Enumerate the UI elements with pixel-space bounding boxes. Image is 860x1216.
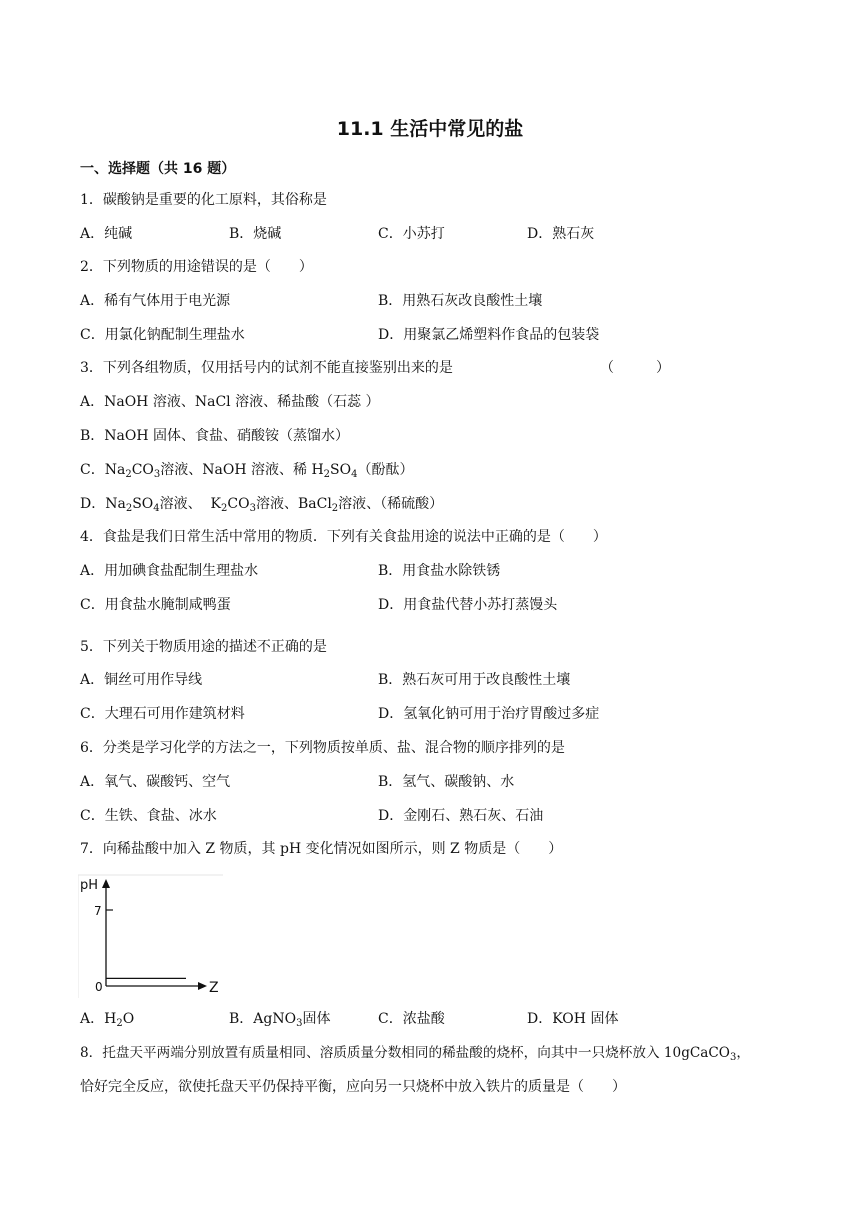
q4-option-c: C．用食盐水腌制咸鸭蛋 xyxy=(80,597,231,613)
y-axis-arrow xyxy=(102,879,110,888)
q1-option-a: A．纯碱 xyxy=(80,226,133,242)
q3-option-d: D．$Na_2SO_4$溶液、 $K_2CO_3$溶液、BaCl$_2$溶液、（稀硫酸） xyxy=(80,496,444,514)
ph-chart xyxy=(78,873,223,998)
question-4-stem: 4．食盐是我们日常生活中常用的物质．下列有关食盐用途的说法中正确的是（ ） xyxy=(80,529,607,545)
q7-option-a: A．$H_2O$ xyxy=(80,1011,135,1029)
question-8-stem-line-1: 8．托盘天平两端分别放置有质量相同、溶质质量分数相同的稀盐酸的烧杯，向其中一只烧杯放入 10gCaCO$_3$， xyxy=(80,1045,750,1063)
q4-option-a: A．用加碘食盐配制生理盐水 xyxy=(80,563,259,579)
question-6-stem: 6．分类是学习化学的方法之一，下列物质按单质、盐、混合物的顺序排列的是 xyxy=(80,740,565,756)
q6-option-d: D．金刚石、熟石灰、石油 xyxy=(378,808,544,824)
y-tick-label-7: 7 xyxy=(94,904,102,918)
page-title: 11.1 生活中常见的盐 xyxy=(336,118,524,140)
q5-option-b: B．熟石灰可用于改良酸性土壤 xyxy=(378,672,571,688)
ph-chart-svg xyxy=(78,873,223,998)
section-heading: 一、选择题（共 16 题） xyxy=(80,161,236,177)
q6-option-b: B．氢气、碳酸钠、水 xyxy=(378,774,515,790)
q5-option-a: A．铜丝可用作导线 xyxy=(80,672,203,688)
origin-label: 0 xyxy=(95,980,103,994)
x-axis-label: Z xyxy=(209,980,219,996)
question-3-stem: 3．下列各组物质，仅用括号内的试剂不能直接鉴别出来的是 xyxy=(80,360,453,376)
question-8-stem-line-2: 恰好完全反应，欲使托盘天平仍保持平衡，应向另一只烧杯中放入铁片的质量是（ ） xyxy=(80,1079,626,1095)
q3-option-a: A．NaOH 溶液、NaCl 溶液、稀盐酸（石蕊 ） xyxy=(80,394,380,410)
q3-answer-paren: （ ） xyxy=(600,360,670,376)
q1-option-c: C．小苏打 xyxy=(378,226,445,242)
q5-option-c: C．大理石可用作建筑材料 xyxy=(80,706,245,722)
y-axis-label: pH xyxy=(80,878,99,893)
q7-option-d: D．KOH 固体 xyxy=(527,1011,619,1027)
q6-option-c: C．生铁、食盐、冰水 xyxy=(80,808,217,824)
q3-option-c: C．$Na_2CO_3$溶液、NaOH 溶液、稀 $H_2SO_4$（酚酞） xyxy=(80,462,414,480)
q1-option-d: D．熟石灰 xyxy=(527,226,595,242)
q2-option-a: A．稀有气体用于电光源 xyxy=(80,293,231,309)
q1-option-b: B．烧碱 xyxy=(229,226,282,242)
question-1-stem: 1．碳酸钠是重要的化工原料，其俗称是 xyxy=(80,192,327,208)
q4-option-d: D．用食盐代替小苏打蒸馒头 xyxy=(378,597,558,613)
q2-option-d: D．用聚氯乙烯塑料作食品的包装袋 xyxy=(378,327,600,343)
x-axis-arrow xyxy=(198,982,207,990)
question-5-stem: 5．下列关于物质用途的描述不正确的是 xyxy=(80,639,327,655)
q2-option-b: B．用熟石灰改良酸性土壤 xyxy=(378,293,543,309)
q2-option-c: C．用氯化钠配制生理盐水 xyxy=(80,327,245,343)
question-7-stem: 7．向稀盐酸中加入 Z 物质，其 pH 变化情况如图所示，则 Z 物质是（ ） xyxy=(80,841,563,857)
question-2-stem: 2．下列物质的用途错误的是（ ） xyxy=(80,259,313,275)
q4-option-b: B．用食盐水除铁锈 xyxy=(378,563,501,579)
q5-option-d: D．氢氧化钠可用于治疗胃酸过多症 xyxy=(378,706,600,722)
q7-option-b: B．AgNO$_3$固体 xyxy=(229,1011,331,1029)
q7-option-c: C．浓盐酸 xyxy=(378,1011,445,1027)
q6-option-a: A．氧气、碳酸钙、空气 xyxy=(80,774,231,790)
q3-option-b: B．NaOH 固体、食盐、硝酸铵（蒸馏水） xyxy=(80,428,350,444)
